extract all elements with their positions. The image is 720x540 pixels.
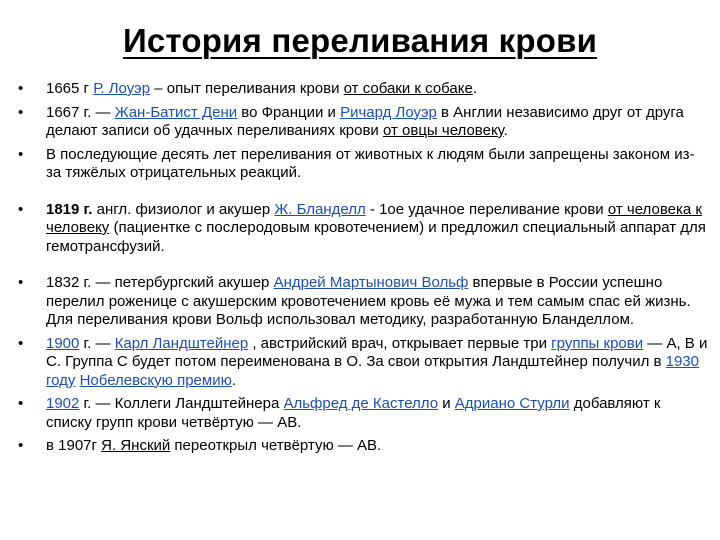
text-segment: — А, В и С. Группа С будет потом переименована в О. За свои открытия Ландштейнер получил в (46, 334, 708, 370)
bold-text: 1819 г. (46, 200, 97, 218)
text-segment: г. — (79, 334, 115, 352)
underlined-text: от собаки к собаке (343, 80, 473, 97)
hyperlink[interactable]: Андрей Мартынович Вольф (273, 274, 469, 291)
list-item (18, 80, 708, 99)
text-segment: . (472, 80, 477, 97)
list-item (18, 201, 708, 257)
list-item (18, 437, 708, 456)
hyperlink[interactable]: Нобелевскую премию (79, 371, 232, 389)
hyperlink[interactable]: 1900 (46, 334, 80, 352)
bullet-icon: • (18, 395, 24, 412)
hyperlink[interactable]: Ж. Бланделл (274, 200, 366, 218)
underlined-text: Я. Янский (101, 437, 171, 454)
text-segment: впервые в России успешно перелил роженице с акушерским кровотечением кровь её мужа и тем самым спас ей жизнь. Для переливания крови Вольф использовал методику, разработанную Бланделлом. (46, 274, 691, 328)
text-segment: . (503, 122, 508, 139)
text-segment: , австрийский врач, открывает первые три (248, 334, 552, 352)
text-segment: г. — Коллеги Ландштейнера (79, 395, 284, 412)
text-segment: во Франции и (237, 103, 341, 121)
list-item (18, 274, 708, 330)
text-segment: 1667 г. — (46, 103, 115, 121)
list-item (18, 104, 708, 141)
hyperlink[interactable]: 1930 году (46, 353, 700, 389)
history-list (18, 80, 708, 456)
hyperlink[interactable]: 1902 (46, 395, 80, 412)
text-segment: переоткрыл четвёртую — АВ. (170, 437, 382, 454)
text-segment: (пациентке с послеродовым кровотечением) и предложил специальный аппарат для гемотрансфузий. (46, 219, 706, 255)
text-segment: добавляют к списку групп крови четвёртую — AB. (46, 395, 661, 431)
list-item (18, 335, 708, 391)
bullet-icon: • (18, 437, 24, 454)
text-segment: . (231, 371, 236, 389)
hyperlink[interactable]: Жан-Батист Дени (114, 103, 238, 121)
hyperlink[interactable]: Адриано Стурли (454, 395, 570, 412)
hyperlink[interactable]: группы крови (551, 334, 644, 352)
hyperlink[interactable]: Р. Лоуэр (93, 80, 151, 97)
bullet-icon: • (18, 80, 24, 97)
hyperlink[interactable]: Альфред де Кастелло (283, 395, 439, 412)
underlined-text: от овцы человеку (382, 122, 504, 139)
text-segment: 1665 г (46, 80, 94, 97)
text-segment: В последующие десять лет переливания от животных к людям были запрещены законом из-за тяжёлых отрицательных реакций. (46, 145, 695, 181)
text-segment: и (438, 395, 455, 412)
list-item (18, 146, 708, 183)
bullet-icon: • (18, 145, 24, 163)
bullet-icon: • (18, 334, 24, 352)
bullet-icon: • (18, 274, 24, 291)
hyperlink[interactable]: Ричард Лоуэр (340, 103, 437, 121)
text-segment: в Англии независимо друг от друга делают записи об удачных переливаниях крови (46, 103, 684, 139)
text-segment: – опыт переливания крови (150, 80, 344, 97)
text-segment: 1832 г. — петербургский акушер (46, 274, 274, 291)
text-segment: - 1ое удачное переливание крови (365, 200, 608, 218)
hyperlink[interactable]: Карл Ландштейнер (114, 334, 249, 352)
text-segment: англ. физиолог и акушер (96, 200, 275, 218)
text-segment: в 1907г (46, 437, 102, 454)
bullet-icon: • (18, 103, 24, 121)
list-item (18, 395, 708, 432)
bullet-icon: • (18, 200, 24, 218)
page-title: История переливания крови (122, 22, 598, 59)
underlined-text: от человека к человеку (46, 200, 702, 236)
